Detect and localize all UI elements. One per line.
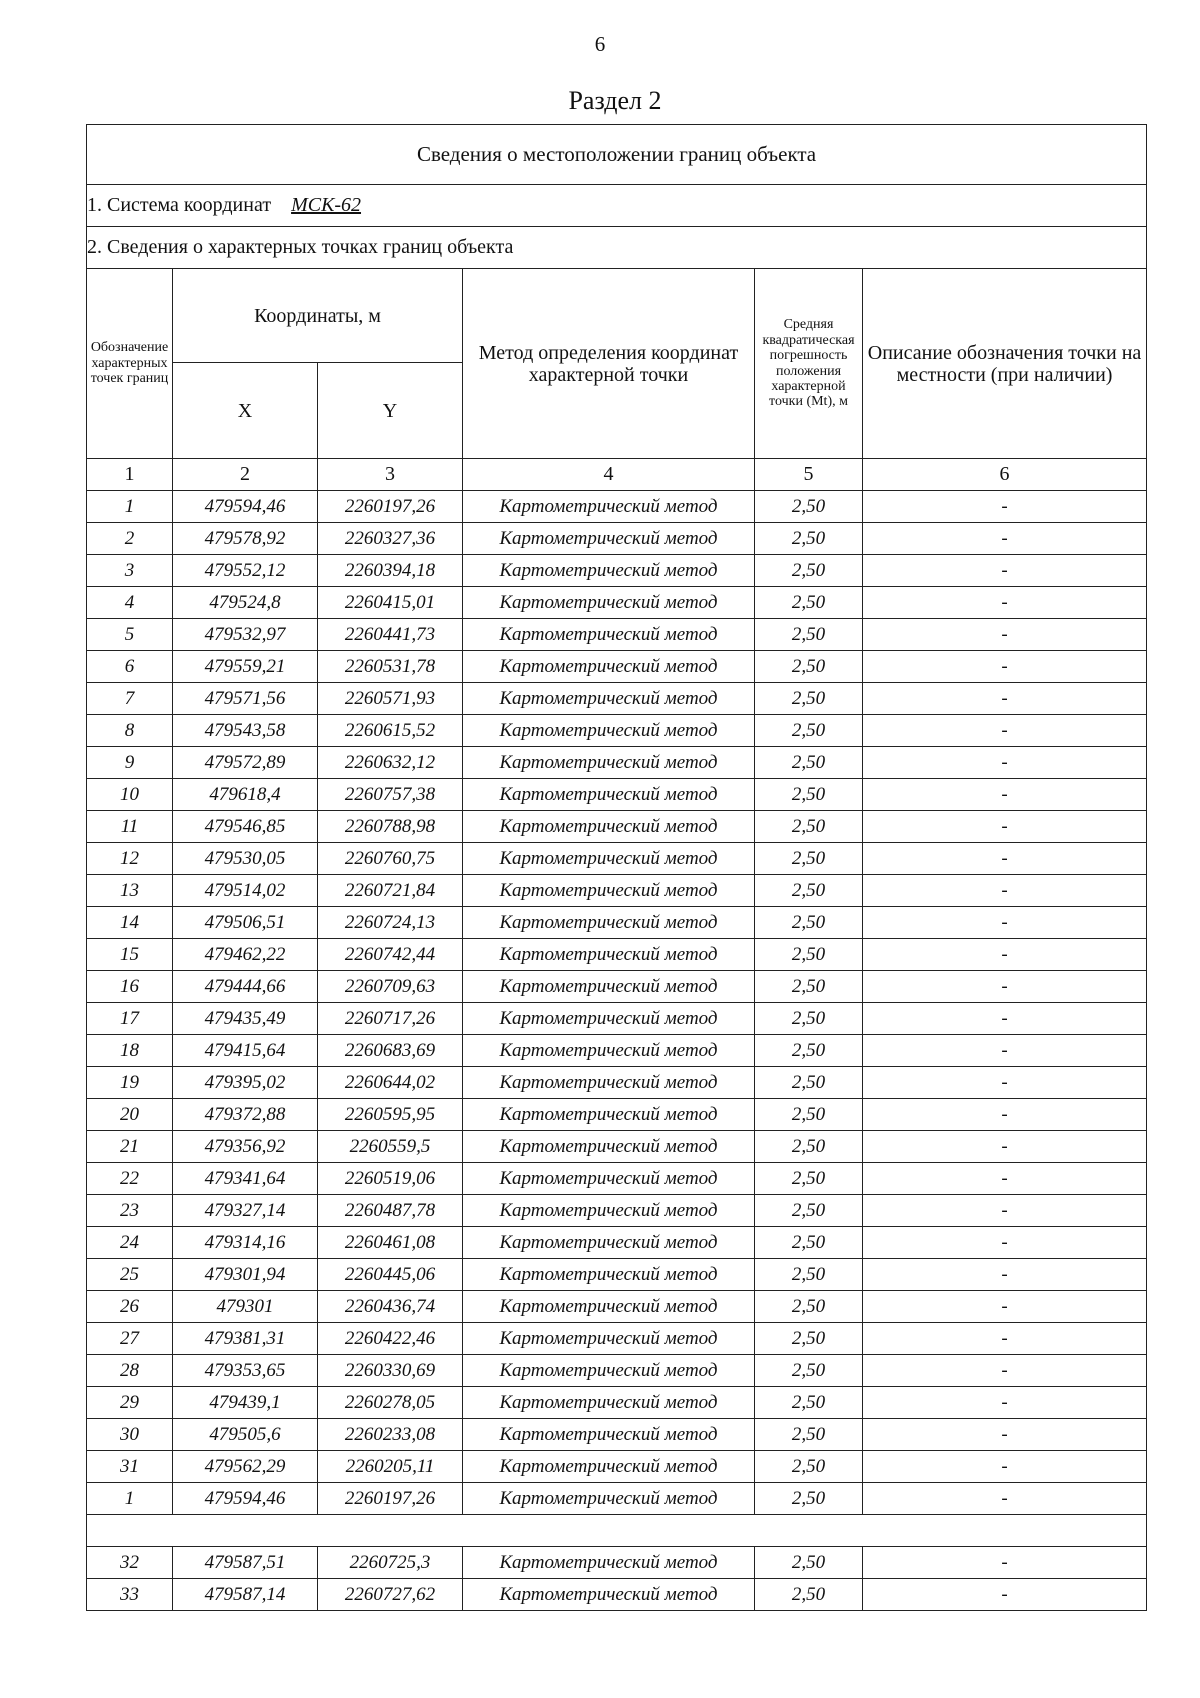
coord-x: 479618,4 [173, 779, 318, 811]
point-number: 11 [87, 811, 173, 843]
coord-y: 2260727,62 [318, 1579, 463, 1611]
accuracy: 2,50 [755, 1099, 863, 1131]
column-number: 5 [755, 459, 863, 491]
description: - [863, 651, 1147, 683]
method: Картометрический метод [463, 683, 755, 715]
coord-system-label: 1. Система координат [87, 194, 272, 216]
method: Картометрический метод [463, 1003, 755, 1035]
description: - [863, 1451, 1147, 1483]
point-number: 2 [87, 523, 173, 555]
point-number: 18 [87, 1035, 173, 1067]
accuracy: 2,50 [755, 843, 863, 875]
description: - [863, 1387, 1147, 1419]
table-row [87, 1483, 1147, 1515]
coord-y: 2260571,93 [318, 683, 463, 715]
table-row [87, 939, 1147, 971]
method: Картометрический метод [463, 1419, 755, 1451]
method: Картометрический метод [463, 1451, 755, 1483]
table-row [87, 1131, 1147, 1163]
method: Картометрический метод [463, 843, 755, 875]
table-row [87, 555, 1147, 587]
coord-x: 479572,89 [173, 747, 318, 779]
method: Картометрический метод [463, 875, 755, 907]
description: - [863, 779, 1147, 811]
description: - [863, 1131, 1147, 1163]
accuracy: 2,50 [755, 683, 863, 715]
point-number: 28 [87, 1355, 173, 1387]
point-number: 24 [87, 1227, 173, 1259]
coord-x: 479341,64 [173, 1163, 318, 1195]
table-row [87, 1003, 1147, 1035]
table-row [87, 651, 1147, 683]
table-row [87, 683, 1147, 715]
header-y: Y [318, 363, 463, 459]
description: - [863, 1099, 1147, 1131]
method: Картометрический метод [463, 523, 755, 555]
point-number: 22 [87, 1163, 173, 1195]
coord-y: 2260197,26 [318, 1483, 463, 1515]
coord-y: 2260721,84 [318, 875, 463, 907]
accuracy: 2,50 [755, 1003, 863, 1035]
method: Картометрический метод [463, 971, 755, 1003]
table-row [87, 1451, 1147, 1483]
coord-x: 479314,16 [173, 1227, 318, 1259]
method: Картометрический метод [463, 1067, 755, 1099]
description: - [863, 1163, 1147, 1195]
accuracy: 2,50 [755, 779, 863, 811]
table-row [87, 811, 1147, 843]
coord-x: 479505,6 [173, 1419, 318, 1451]
description: - [863, 715, 1147, 747]
point-number: 31 [87, 1451, 173, 1483]
point-number: 14 [87, 907, 173, 939]
description: - [863, 1419, 1147, 1451]
point-number: 33 [87, 1579, 173, 1611]
point-number: 23 [87, 1195, 173, 1227]
point-number: 30 [87, 1419, 173, 1451]
method: Картометрический метод [463, 555, 755, 587]
description: - [863, 1195, 1147, 1227]
accuracy: 2,50 [755, 1067, 863, 1099]
table-row [87, 779, 1147, 811]
method: Картометрический метод [463, 1291, 755, 1323]
description: - [863, 811, 1147, 843]
accuracy: 2,50 [755, 587, 863, 619]
column-number: 4 [463, 459, 755, 491]
table-row [87, 1547, 1147, 1579]
method: Картометрический метод [463, 907, 755, 939]
coord-x: 479435,49 [173, 1003, 318, 1035]
point-number: 8 [87, 715, 173, 747]
description: - [863, 1227, 1147, 1259]
column-number: 2 [173, 459, 318, 491]
coord-x: 479381,31 [173, 1323, 318, 1355]
header-x: X [173, 363, 318, 459]
accuracy: 2,50 [755, 1483, 863, 1515]
coord-y: 2260487,78 [318, 1195, 463, 1227]
table-row [87, 1035, 1147, 1067]
header-accuracy: Средняя квадратическая погрешность положения характерной точки (Mt), м [755, 269, 863, 459]
column-number: 6 [863, 459, 1147, 491]
header-description: Описание обозначения точки на местности (при наличии) [863, 269, 1147, 459]
description: - [863, 523, 1147, 555]
description: - [863, 1547, 1147, 1579]
method: Картометрический метод [463, 1355, 755, 1387]
table-row [87, 875, 1147, 907]
coord-y: 2260441,73 [318, 619, 463, 651]
coord-y: 2260436,74 [318, 1291, 463, 1323]
coord-x: 479415,64 [173, 1035, 318, 1067]
description: - [863, 491, 1147, 523]
method: Картометрический метод [463, 1227, 755, 1259]
method: Картометрический метод [463, 1163, 755, 1195]
method: Картометрический метод [463, 1547, 755, 1579]
method: Картометрический метод [463, 1099, 755, 1131]
coord-x: 479587,14 [173, 1579, 318, 1611]
coord-y: 2260757,38 [318, 779, 463, 811]
coord-y: 2260717,26 [318, 1003, 463, 1035]
point-number: 29 [87, 1387, 173, 1419]
point-number: 7 [87, 683, 173, 715]
point-number: 10 [87, 779, 173, 811]
method: Картометрический метод [463, 1131, 755, 1163]
table-row [87, 1163, 1147, 1195]
coord-y: 2260278,05 [318, 1387, 463, 1419]
coord-x: 479514,02 [173, 875, 318, 907]
accuracy: 2,50 [755, 555, 863, 587]
coord-y: 2260327,36 [318, 523, 463, 555]
coord-y: 2260595,95 [318, 1099, 463, 1131]
accuracy: 2,50 [755, 651, 863, 683]
empty-separator-cell [87, 1515, 1147, 1547]
description: - [863, 1355, 1147, 1387]
accuracy: 2,50 [755, 1451, 863, 1483]
accuracy: 2,50 [755, 1323, 863, 1355]
method: Картометрический метод [463, 619, 755, 651]
header-coordinates-label: Координаты, м [254, 305, 381, 327]
accuracy: 2,50 [755, 1547, 863, 1579]
method: Картометрический метод [463, 811, 755, 843]
accuracy: 2,50 [755, 491, 863, 523]
accuracy: 2,50 [755, 939, 863, 971]
coord-x: 479444,66 [173, 971, 318, 1003]
description: - [863, 683, 1147, 715]
coord-x: 479439,1 [173, 1387, 318, 1419]
point-number: 5 [87, 619, 173, 651]
column-number: 1 [87, 459, 173, 491]
table-row [87, 491, 1147, 523]
description: - [863, 843, 1147, 875]
accuracy: 2,50 [755, 1387, 863, 1419]
header-coordinates [173, 269, 463, 363]
table-row [87, 1387, 1147, 1419]
description: - [863, 555, 1147, 587]
point-number: 6 [87, 651, 173, 683]
description: - [863, 747, 1147, 779]
point-number: 4 [87, 587, 173, 619]
point-number: 12 [87, 843, 173, 875]
coord-y: 2260531,78 [318, 651, 463, 683]
table-row [87, 619, 1147, 651]
method: Картометрический метод [463, 1387, 755, 1419]
description: - [863, 1067, 1147, 1099]
table-row [87, 715, 1147, 747]
accuracy: 2,50 [755, 1579, 863, 1611]
method: Картометрический метод [463, 747, 755, 779]
coord-y: 2260632,12 [318, 747, 463, 779]
description: - [863, 1579, 1147, 1611]
coord-x: 479301 [173, 1291, 318, 1323]
method: Картометрический метод [463, 939, 755, 971]
description: - [863, 587, 1147, 619]
accuracy: 2,50 [755, 747, 863, 779]
coord-x: 479327,14 [173, 1195, 318, 1227]
description: - [863, 939, 1147, 971]
coord-y: 2260742,44 [318, 939, 463, 971]
accuracy: 2,50 [755, 1291, 863, 1323]
coord-x: 479395,02 [173, 1067, 318, 1099]
coord-y: 2260205,11 [318, 1451, 463, 1483]
table-row [87, 971, 1147, 1003]
coord-system-row [87, 185, 1147, 227]
coord-y: 2260461,08 [318, 1227, 463, 1259]
point-number: 9 [87, 747, 173, 779]
description: - [863, 971, 1147, 1003]
point-number: 16 [87, 971, 173, 1003]
point-number: 1 [87, 1483, 173, 1515]
coord-y: 2260788,98 [318, 811, 463, 843]
coord-x: 479356,92 [173, 1131, 318, 1163]
coord-x: 479301,94 [173, 1259, 318, 1291]
description: - [863, 1259, 1147, 1291]
points-title: 2. Сведения о характерных точках границ объекта [87, 227, 1147, 269]
description: - [863, 1003, 1147, 1035]
accuracy: 2,50 [755, 523, 863, 555]
coord-y: 2260615,52 [318, 715, 463, 747]
point-number: 26 [87, 1291, 173, 1323]
accuracy: 2,50 [755, 1355, 863, 1387]
accuracy: 2,50 [755, 875, 863, 907]
coord-y: 2260394,18 [318, 555, 463, 587]
header-point-designation: Обозначение характерных точек границ [87, 269, 173, 459]
point-number: 21 [87, 1131, 173, 1163]
table-row [87, 1291, 1147, 1323]
accuracy: 2,50 [755, 1227, 863, 1259]
coord-y: 2260724,13 [318, 907, 463, 939]
point-number: 17 [87, 1003, 173, 1035]
coord-x: 479543,58 [173, 715, 318, 747]
method: Картометрический метод [463, 779, 755, 811]
coord-y: 2260709,63 [318, 971, 463, 1003]
table-row [87, 747, 1147, 779]
coord-system-value: МСК-62 [291, 194, 362, 216]
coord-y: 2260445,06 [318, 1259, 463, 1291]
coord-x: 479559,21 [173, 651, 318, 683]
method: Картометрический метод [463, 1483, 755, 1515]
coord-y: 2260415,01 [318, 587, 463, 619]
coord-x: 479587,51 [173, 1547, 318, 1579]
coord-y: 2260422,46 [318, 1323, 463, 1355]
table-row [87, 1099, 1147, 1131]
point-number: 13 [87, 875, 173, 907]
point-number: 25 [87, 1259, 173, 1291]
coord-x: 479578,92 [173, 523, 318, 555]
table-row [87, 1355, 1147, 1387]
point-number: 27 [87, 1323, 173, 1355]
header-method: Метод определения координат характерной точки [463, 269, 755, 459]
method: Картометрический метод [463, 1035, 755, 1067]
accuracy: 2,50 [755, 1195, 863, 1227]
coord-x: 479530,05 [173, 843, 318, 875]
table-title: Сведения о местоположении границ объекта [87, 125, 1147, 185]
point-number: 15 [87, 939, 173, 971]
coord-y: 2260233,08 [318, 1419, 463, 1451]
coord-x: 479462,22 [173, 939, 318, 971]
method: Картометрический метод [463, 1195, 755, 1227]
coord-y: 2260644,02 [318, 1067, 463, 1099]
table-row [87, 587, 1147, 619]
accuracy: 2,50 [755, 907, 863, 939]
coord-x: 479353,65 [173, 1355, 318, 1387]
table-row [87, 1195, 1147, 1227]
method: Картометрический метод [463, 1323, 755, 1355]
coord-x: 479571,56 [173, 683, 318, 715]
coord-y: 2260760,75 [318, 843, 463, 875]
column-numbers-row [87, 459, 1147, 491]
method: Картометрический метод [463, 651, 755, 683]
table-row [87, 523, 1147, 555]
point-number: 19 [87, 1067, 173, 1099]
accuracy: 2,50 [755, 1163, 863, 1195]
coord-x: 479594,46 [173, 1483, 318, 1515]
empty-separator-row [87, 1515, 1147, 1547]
description: - [863, 1483, 1147, 1515]
accuracy: 2,50 [755, 715, 863, 747]
accuracy: 2,50 [755, 1131, 863, 1163]
coord-y: 2260725,3 [318, 1547, 463, 1579]
coord-x: 479524,8 [173, 587, 318, 619]
accuracy: 2,50 [755, 971, 863, 1003]
coord-y: 2260197,26 [318, 491, 463, 523]
point-number: 20 [87, 1099, 173, 1131]
column-number: 3 [318, 459, 463, 491]
method: Картометрический метод [463, 491, 755, 523]
coord-y: 2260519,06 [318, 1163, 463, 1195]
coord-x: 479562,29 [173, 1451, 318, 1483]
table-row [87, 1579, 1147, 1611]
coord-x: 479552,12 [173, 555, 318, 587]
table-row [87, 1227, 1147, 1259]
point-number: 32 [87, 1547, 173, 1579]
coord-x: 479372,88 [173, 1099, 318, 1131]
accuracy: 2,50 [755, 1259, 863, 1291]
accuracy: 2,50 [755, 1035, 863, 1067]
page-number: 6 [594, 32, 606, 56]
boundary-table [86, 124, 1147, 1611]
description: - [863, 1323, 1147, 1355]
method: Картометрический метод [463, 715, 755, 747]
description: - [863, 875, 1147, 907]
coord-y: 2260683,69 [318, 1035, 463, 1067]
coord-x: 479546,85 [173, 811, 318, 843]
table-row [87, 907, 1147, 939]
description: - [863, 907, 1147, 939]
coord-x: 479594,46 [173, 491, 318, 523]
table-row [87, 1419, 1147, 1451]
method: Картометрический метод [463, 1579, 755, 1611]
table-row [87, 1323, 1147, 1355]
description: - [863, 619, 1147, 651]
coord-y: 2260559,5 [318, 1131, 463, 1163]
point-number: 3 [87, 555, 173, 587]
method: Картометрический метод [463, 587, 755, 619]
accuracy: 2,50 [755, 811, 863, 843]
coord-x: 479532,97 [173, 619, 318, 651]
method: Картометрический метод [463, 1259, 755, 1291]
description: - [863, 1035, 1147, 1067]
coord-y: 2260330,69 [318, 1355, 463, 1387]
section-title: Раздел 2 [568, 86, 662, 115]
table-row [87, 1067, 1147, 1099]
table-row [87, 1259, 1147, 1291]
description: - [863, 1291, 1147, 1323]
accuracy: 2,50 [755, 1419, 863, 1451]
coord-x: 479506,51 [173, 907, 318, 939]
table-row [87, 843, 1147, 875]
point-number: 1 [87, 491, 173, 523]
accuracy: 2,50 [755, 619, 863, 651]
